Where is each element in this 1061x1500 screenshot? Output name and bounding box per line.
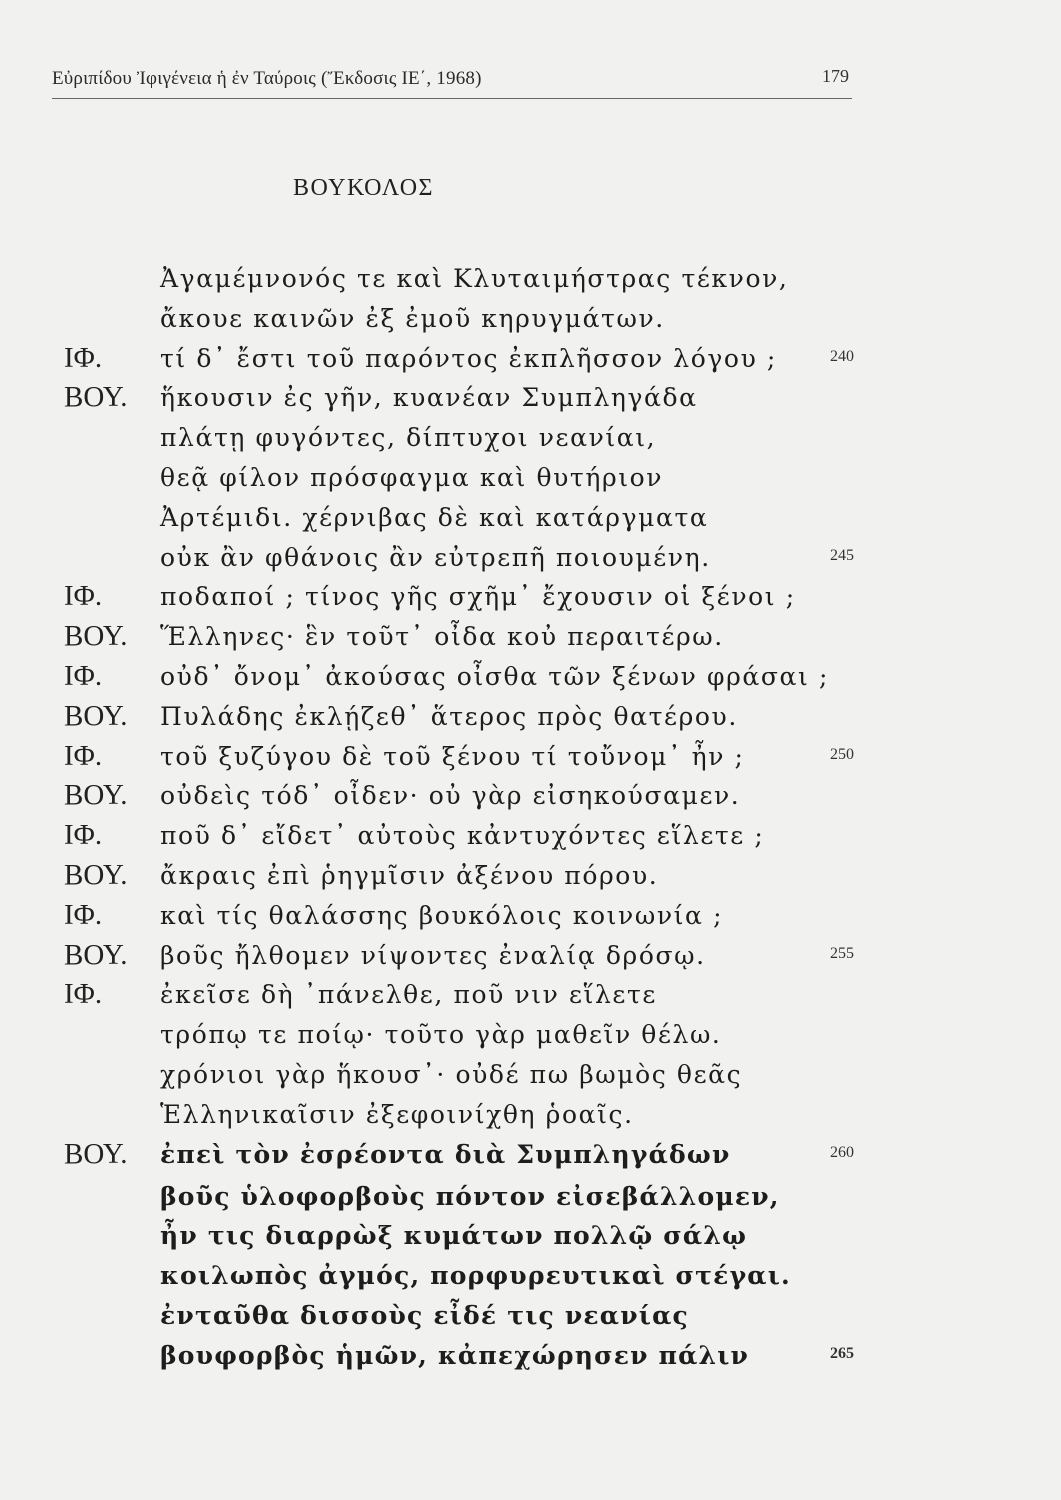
verse-line xyxy=(0,419,1061,459)
verse-line xyxy=(0,1056,1061,1096)
line-number: 265 xyxy=(830,1344,854,1362)
verse-line xyxy=(0,738,1061,778)
speaker-label: ΒΟΥ. xyxy=(64,1137,128,1170)
verse-text: κοιλωπὸς ἀγμός, πορφυρευτικαὶ στέγαι. xyxy=(160,1261,791,1291)
line-number: 255 xyxy=(830,944,854,962)
speaker-label: ΒΟΥ. xyxy=(64,381,128,414)
verse-line xyxy=(0,1337,1061,1377)
line-number: 240 xyxy=(830,347,854,365)
verse-text: τί δ᾽ ἔστι τοῦ παρόντος ἐκπλῆσσον λόγου ; xyxy=(160,343,777,373)
verse-text: οὐδεὶς τόδ᾽ οἶδεν· οὐ γὰρ εἰσηκούσαμεν. xyxy=(160,781,741,811)
verse-text: Ἑλληνικαῖσιν ἐξεφοινίχθη ῥοαῖς. xyxy=(160,1099,634,1129)
verse-line xyxy=(0,300,1061,340)
verse-line xyxy=(0,1016,1061,1056)
page-number: 179 xyxy=(822,66,849,86)
verse-line xyxy=(0,976,1061,1016)
verse-text: τοῦ ξυζύγου δὲ τοῦ ξένου τί τοὔνομ᾽ ἦν ; xyxy=(160,741,745,771)
verse-line xyxy=(0,1096,1061,1136)
verse-line xyxy=(0,897,1061,937)
speaker-heading: ΒΟΥΚΟΛΟΣ xyxy=(292,175,435,201)
verse-text: Ἀρτέμιδι. χέρνιβας δὲ καὶ κατάργματα xyxy=(160,502,709,532)
verse-line xyxy=(0,1257,1061,1297)
verse-text: βουφορβὸς ἡμῶν, κἀπεχώρησεν πάλιν xyxy=(160,1340,750,1370)
verse-line xyxy=(0,379,1061,419)
speaker-label: ΙΦ. xyxy=(64,739,103,772)
verse-line xyxy=(0,1297,1061,1337)
speaker-label: ΙΦ. xyxy=(64,819,103,852)
header-rule xyxy=(52,98,852,99)
verse-text: ἄκουε καινῶν ἐξ ἐμοῦ κηρυγμάτων. xyxy=(160,303,665,333)
speaker-label: ΒΟΥ. xyxy=(64,620,128,653)
verse-text: ἐκεῖσε δὴ ᾽πάνελθε, ποῦ νιν εἵλετε xyxy=(160,980,657,1010)
speaker-label: ΙΦ. xyxy=(64,898,103,931)
verse-text: οὐκ ἂν φθάνοις ἂν εὐτρεπῆ ποιουμένη. xyxy=(160,542,711,572)
verse-text: ποδαποί ; τίνος γῆς σχῆμ᾽ ἔχουσιν οἱ ξένοι ; xyxy=(160,582,796,612)
line-number: 245 xyxy=(830,546,854,564)
verse-line xyxy=(0,857,1061,897)
verse-text: χρόνιοι γὰρ ἥκουσ᾽· οὐδέ πω βωμὸς θεᾶς xyxy=(160,1059,743,1089)
verse-line xyxy=(0,1136,1061,1178)
speaker-label: ΙΦ. xyxy=(64,659,103,692)
verse-line xyxy=(0,1217,1061,1257)
verse-text: τρόπῳ τε ποίῳ· τοῦτο γὰρ μαθεῖν θέλω. xyxy=(160,1020,722,1050)
verse-line xyxy=(0,459,1061,499)
speaker-label: ΙΦ. xyxy=(64,580,103,613)
verse-text: Ἕλληνες· ἓν τοῦτ᾽ οἶδα κοὐ περαιτέρω. xyxy=(160,622,724,652)
speaker-label: ΒΟΥ. xyxy=(64,779,128,812)
speaker-label: ΙΦ. xyxy=(64,341,103,374)
verse-line xyxy=(0,539,1061,579)
verse-text: ἐνταῦθα δισσοὺς εἶδέ τις νεανίας xyxy=(160,1300,689,1330)
verse-text: βοῦς ὑλοφορβοὺς πόντον εἰσεβάλλομεν, xyxy=(160,1181,780,1211)
verse-line xyxy=(0,658,1061,698)
verse-text: Πυλάδης ἐκλῄζεθ᾽ ἅτερος πρὸς θατέρου. xyxy=(160,701,738,731)
verse-text: πλάτῃ φυγόντες, δίπτυχοι νεανίαι, xyxy=(160,423,657,453)
verse-text: καὶ τίς θαλάσσης βουκόλοις κοινωνία ; xyxy=(160,900,724,930)
verse-line xyxy=(0,777,1061,817)
verse-line xyxy=(0,618,1061,658)
verse-line xyxy=(0,698,1061,738)
verse-text: ἄκραις ἐπὶ ῥηγμῖσιν ἀξένου πόρου. xyxy=(160,860,659,890)
verse-text: ἦν τις διαρρὼξ κυμάτων πολλῷ σάλῳ xyxy=(160,1221,748,1251)
verse-text: βοῦς ἤλθομεν νίψοντες ἐναλίᾳ δρόσῳ. xyxy=(160,940,706,970)
line-number: 260 xyxy=(830,1143,854,1161)
speaker-label: ΒΟΥ. xyxy=(64,699,128,732)
verse-line xyxy=(0,499,1061,539)
verse-lines xyxy=(0,260,1061,1377)
verse-line xyxy=(0,260,1061,300)
verse-text: Ἀγαμέμνονός τε καὶ Κλυταιμήστρας τέκνον, xyxy=(160,264,789,293)
verse-line xyxy=(0,1178,1061,1218)
verse-line xyxy=(0,817,1061,857)
verse-text: ἥκουσιν ἐς γῆν, κυανέαν Συμπληγάδα xyxy=(160,383,698,413)
verse-text: θεᾷ φίλον πρόσφαγμα καὶ θυτήριον xyxy=(160,462,664,492)
verse-text: ἐπεὶ τὸν ἐσρέοντα διὰ Συμπληγάδων xyxy=(160,1139,731,1169)
verse-line xyxy=(0,340,1061,380)
verse-line xyxy=(0,937,1061,977)
verse-text: ποῦ δ᾽ εἴδετ᾽ αὐτοὺς κἀντυχόντες εἵλετε ; xyxy=(160,821,765,851)
line-number: 250 xyxy=(830,745,854,763)
verse-line xyxy=(0,578,1061,618)
speaker-label: ΙΦ. xyxy=(64,978,103,1011)
verse-text: οὐδ᾽ ὄνομ᾽ ἀκούσας οἶσθα τῶν ξένων φράσαι ; xyxy=(160,661,830,691)
speaker-label: ΒΟΥ. xyxy=(64,858,128,891)
speaker-label: ΒΟΥ. xyxy=(64,938,128,971)
running-title: Εὐριπίδου Ἰφιγένεια ἡ ἐν Ταύροις (Ἔκδοσις ΙΕ΄, 1968) xyxy=(52,68,482,89)
